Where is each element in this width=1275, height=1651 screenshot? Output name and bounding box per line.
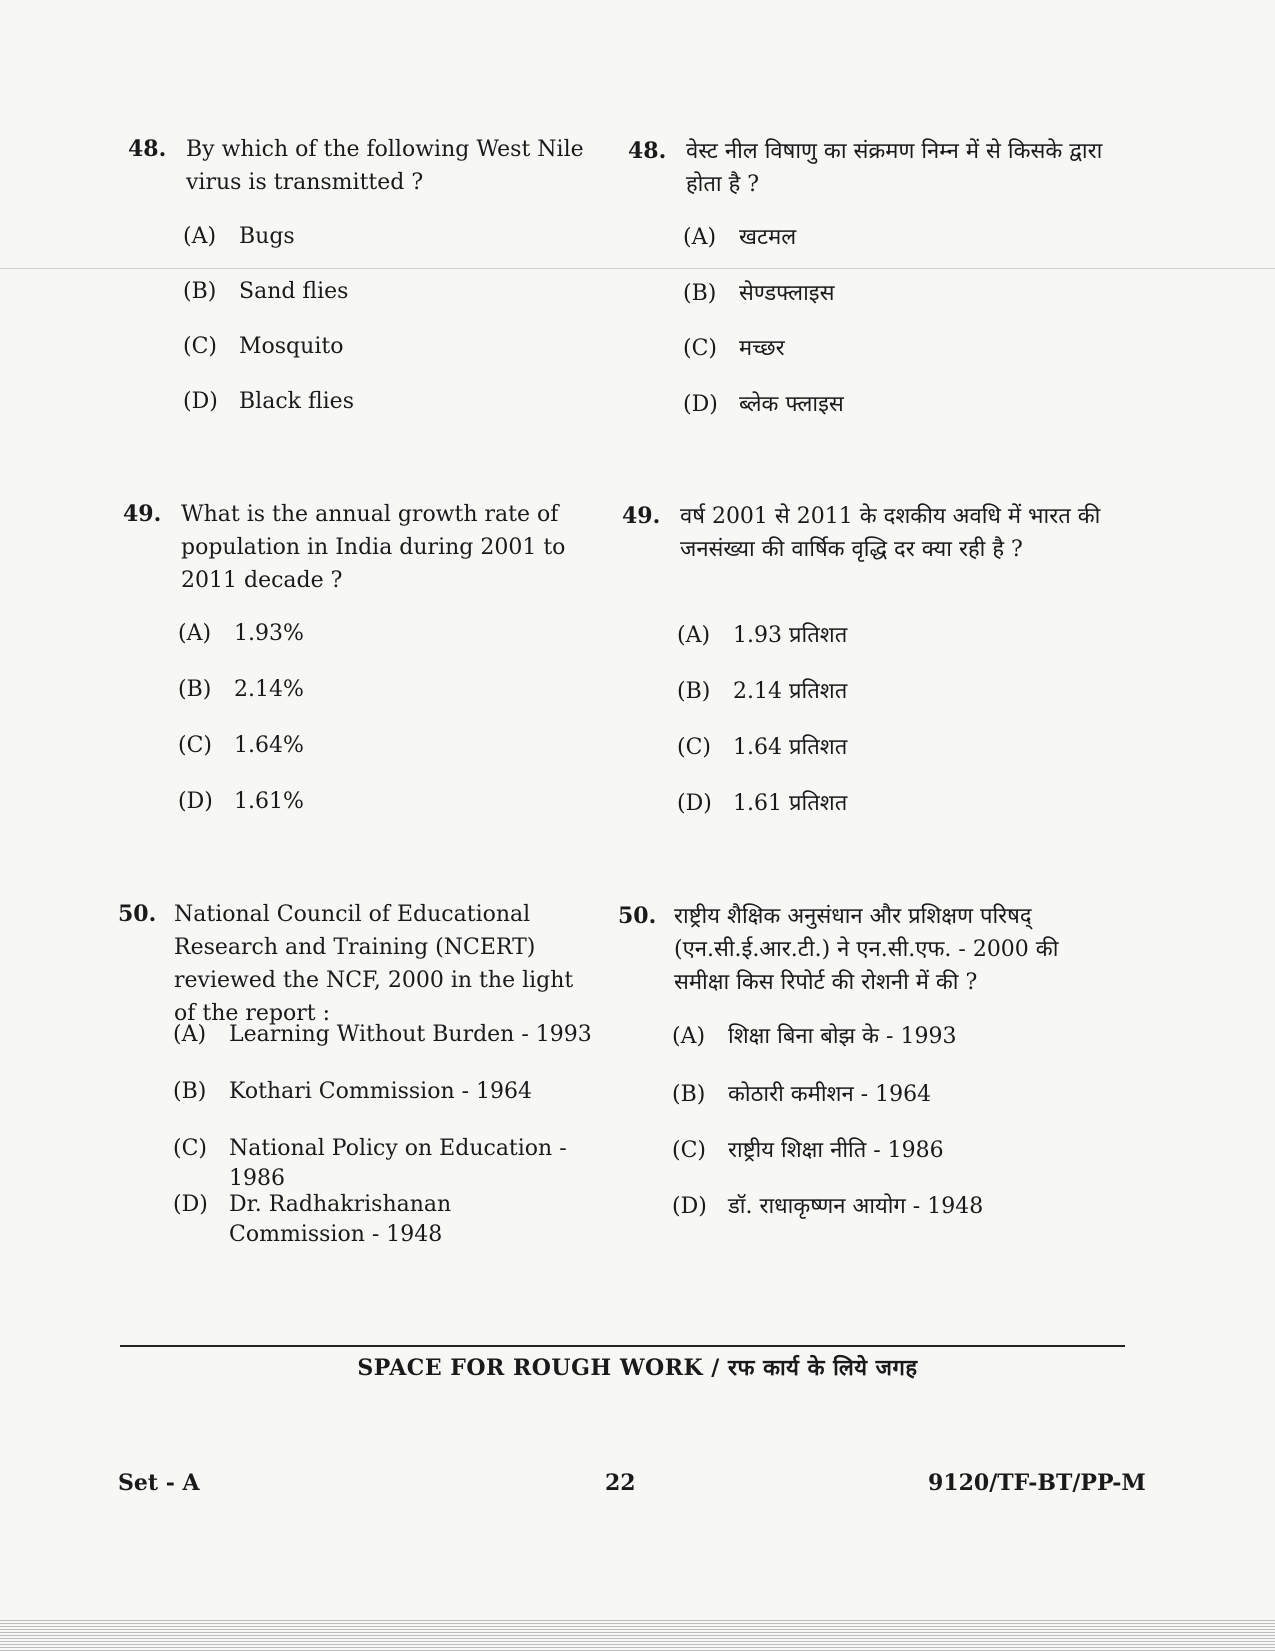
- question-stem: What is the annual growth rate of population in India during 2001 to 2011 decade ?: [181, 502, 566, 593]
- option-label: (A): [173, 1022, 207, 1047]
- option-text: मच्छर: [739, 336, 785, 361]
- question-stem: National Council of Educational Research and Training (NCERT) reviewed the NCF, 2000 in the light of the report :: [174, 902, 574, 1026]
- option-text: ब्लेक फ्लाइस: [739, 392, 844, 417]
- option-text: राष्ट्रीय शिक्षा नीति - 1986: [728, 1138, 944, 1163]
- question-number: 48.: [128, 136, 167, 162]
- option-label: (D): [677, 791, 712, 816]
- option-label: (C): [178, 733, 212, 758]
- option-label: (D): [178, 789, 213, 814]
- option-label: (B): [677, 679, 711, 704]
- option-label: (B): [178, 677, 212, 702]
- option-text: खटमल: [739, 225, 797, 250]
- rough-work-divider: [120, 1345, 1125, 1347]
- option-text: 1.61 प्रतिशत: [733, 791, 848, 816]
- option-label: (D): [683, 392, 718, 417]
- option-label: (A): [683, 225, 717, 250]
- option-label: (C): [173, 1136, 207, 1161]
- option-label: (B): [173, 1079, 207, 1104]
- page-number: 22: [605, 1470, 636, 1496]
- question-number: 50.: [618, 903, 657, 929]
- option-text: 2.14%: [234, 677, 304, 702]
- option-text: कोठारी कमीशन - 1964: [728, 1082, 932, 1107]
- question-number: 50.: [118, 901, 157, 927]
- option-label: (B): [672, 1082, 706, 1107]
- question-stem: By which of the following West Nile virus is transmitted ?: [186, 137, 584, 195]
- option-text: Black flies: [239, 389, 354, 414]
- option-text: डॉ. राधाकृष्णन आयोग - 1948: [728, 1194, 984, 1219]
- option-label: (D): [672, 1194, 707, 1219]
- option-label: (A): [672, 1024, 706, 1049]
- scan-edge-lines: [0, 1618, 1275, 1651]
- option-text: Mosquito: [239, 334, 344, 359]
- option-text: 1.61%: [234, 789, 304, 814]
- question-stem: वेस्ट नील विषाणु का संक्रमण निम्न में से किसके द्वारा होता है ?: [686, 139, 1103, 197]
- option-text: सेण्डफ्लाइस: [739, 281, 835, 306]
- question-stem: वर्ष 2001 से 2011 के दशकीय अवधि में भारत की जनसंख्या की वार्षिक वृद्धि दर क्या रही है ?: [680, 504, 1101, 562]
- option-label: (A): [183, 224, 217, 249]
- option-label: (D): [183, 389, 218, 414]
- scan-artifact-line: [0, 268, 1275, 269]
- option-label: (C): [677, 735, 711, 760]
- option-label: (C): [183, 334, 217, 359]
- option-label: (D): [173, 1192, 208, 1217]
- option-text: Bugs: [239, 224, 295, 249]
- option-text: Sand flies: [239, 279, 349, 304]
- option-text: शिक्षा बिना बोझ के - 1993: [728, 1024, 957, 1049]
- option-label: (B): [183, 279, 217, 304]
- option-text: National Policy on Education - 1986: [229, 1136, 567, 1191]
- option-text: 1.64%: [234, 733, 304, 758]
- option-text: 1.93%: [234, 621, 304, 646]
- rough-work-label: SPACE FOR ROUGH WORK / रफ कार्य के लिये जगह: [357, 1355, 918, 1381]
- footer-set: Set - A: [118, 1470, 200, 1496]
- option-label: (B): [683, 281, 717, 306]
- option-text: 1.93 प्रतिशत: [733, 623, 848, 648]
- question-number: 49.: [123, 501, 162, 527]
- question-number: 48.: [628, 138, 667, 164]
- question-number: 49.: [622, 503, 661, 529]
- option-text: Kothari Commission - 1964: [229, 1079, 533, 1104]
- option-label: (A): [178, 621, 212, 646]
- option-label: (C): [672, 1138, 706, 1163]
- option-text: 1.64 प्रतिशत: [733, 735, 848, 760]
- option-label: (C): [683, 336, 717, 361]
- paper-code: 9120/TF-BT/PP-M: [928, 1470, 1146, 1496]
- option-text: Learning Without Burden - 1993: [229, 1022, 592, 1047]
- option-text: 2.14 प्रतिशत: [733, 679, 848, 704]
- question-stem: राष्ट्रीय शैक्षिक अनुसंधान और प्रशिक्षण परिषद् (एन.सी.ई.आर.टी.) ने एन.सी.एफ. - 2000 की समीक्षा किस रिपोर्ट की रोशनी में की ?: [674, 904, 1059, 995]
- option-text: Dr. Radhakrishanan Commission - 1948: [229, 1192, 452, 1247]
- option-label: (A): [677, 623, 711, 648]
